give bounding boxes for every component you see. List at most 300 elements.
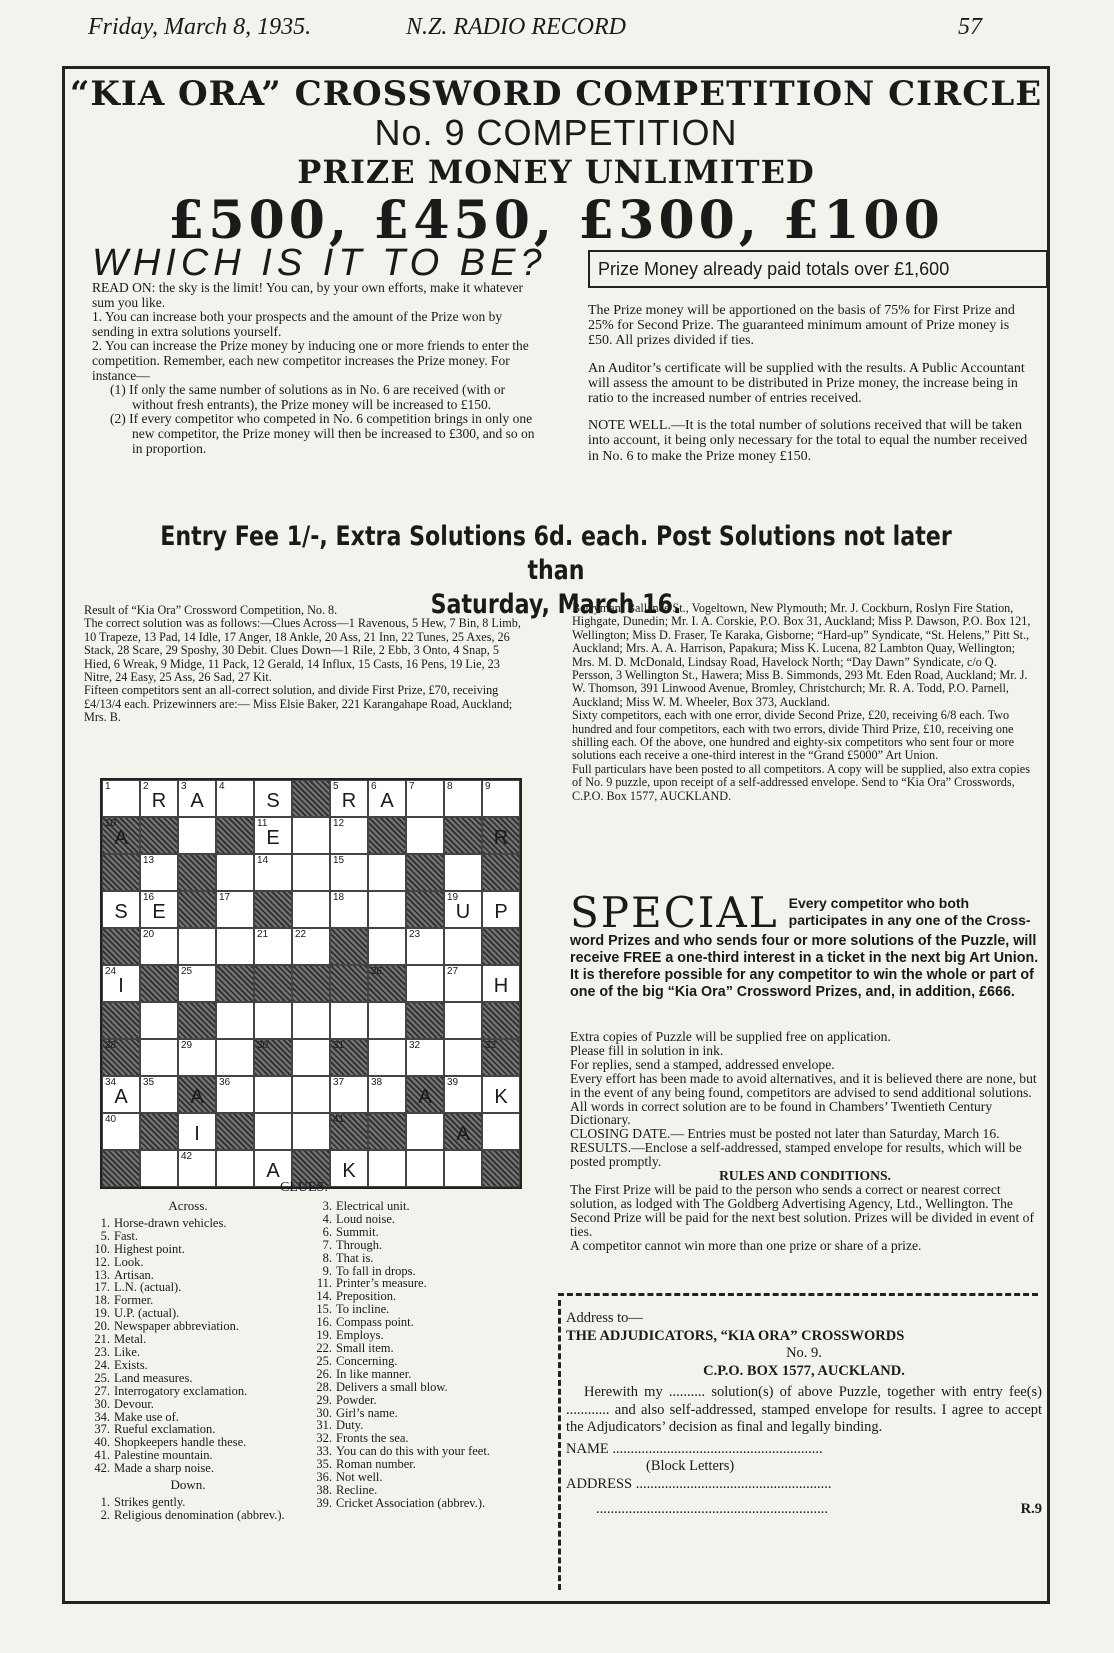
grid-cell[interactable] (330, 1150, 368, 1187)
rule-line: Please fill in solution in ink. (570, 1042, 724, 1058)
result-para: Result of “Kia Ora” Crossword Competition, No. 8. (84, 603, 338, 617)
name-field[interactable]: NAME .......................................................... (566, 1440, 823, 1457)
running-head (88, 14, 1038, 46)
cell-number: 35 (143, 1077, 155, 1088)
address-field-line[interactable]: ................................................................ (596, 1501, 828, 1517)
clue-item (88, 1243, 288, 1256)
clue-text: Printer’s measure. (336, 1276, 427, 1291)
coupon-address-to: Address to— (566, 1310, 643, 1326)
clue-text: L.N. (actual). (114, 1280, 182, 1295)
clue-number: 1. (100, 1494, 110, 1509)
clue-number: 4. (322, 1211, 332, 1226)
clue-number: 24. (94, 1357, 110, 1372)
grid-cell[interactable] (444, 1002, 482, 1039)
clue-item (88, 1359, 288, 1372)
cell-number: 23 (409, 929, 421, 940)
grid-block-cell (406, 854, 444, 891)
clue-number: 6. (322, 1224, 332, 1239)
special-heading: SPECIAL (570, 888, 779, 937)
clue-item (310, 1368, 546, 1381)
grid-cell[interactable] (482, 965, 520, 1002)
clue-item (310, 1497, 546, 1510)
rule-line: Every effort has been made to avoid alternatives, and it is believed there are none, but in the event of any being found, competitors are advised to send additional solutions. (570, 1070, 1037, 1100)
cell-letter: S (114, 901, 128, 923)
clue-item (88, 1385, 288, 1398)
grid-cell[interactable] (216, 1002, 254, 1039)
grid-cell[interactable] (406, 1113, 444, 1150)
clue-text: Look. (114, 1254, 144, 1269)
intro-para: (2) If every competitor who competed in No. 6 competition brings in only one new competitor, the Prize money will then be increased to £300, and so on in proportion. (110, 411, 535, 456)
grid-cell[interactable] (330, 1076, 368, 1113)
grid-block-cell (482, 1002, 520, 1039)
clue-text: That is. (336, 1250, 374, 1265)
clue-number: 8. (322, 1250, 332, 1265)
grid-block-cell (140, 965, 178, 1002)
grid-cell[interactable] (178, 780, 216, 817)
clue-text: Girl’s name. (336, 1405, 398, 1420)
cell-letter: A (380, 790, 394, 812)
clue-text: Devour. (114, 1396, 154, 1411)
clue-text: Cricket Association (abbrev.). (336, 1495, 486, 1510)
clue-item (310, 1394, 546, 1407)
cell-number: 33 (485, 1040, 497, 1051)
clue-text: Land measures. (114, 1370, 193, 1385)
cell-letter: R (341, 790, 357, 812)
clue-text: Small item. (336, 1340, 394, 1355)
cell-letter: A (190, 790, 204, 812)
grid-block-cell (292, 965, 330, 1002)
cell-number: 19 (447, 892, 459, 903)
clue-text: Religious denomination (abbrev.). (114, 1507, 285, 1522)
grid-cell[interactable] (368, 780, 406, 817)
grid-block-cell (482, 1039, 520, 1076)
clue-number: 41. (94, 1448, 110, 1463)
cell-number: 29 (181, 1040, 193, 1051)
grid-cell[interactable] (406, 1150, 444, 1187)
clue-number: 18. (94, 1293, 110, 1308)
clue-text: Fronts the sea. (336, 1431, 409, 1446)
cell-number: 32 (409, 1040, 421, 1051)
clue-text: Interrogatory exclamation. (114, 1383, 248, 1398)
grid-block-cell (482, 1150, 520, 1187)
clue-item (310, 1226, 546, 1239)
headline-competition: No. 9 COMPETITION (374, 112, 738, 153)
headline-circle: “KIA ORA” CROSSWORD COMPETITION CIRCLE (69, 74, 1043, 114)
intro-left (92, 281, 540, 456)
result-right (572, 602, 1038, 803)
clue-text: To incline. (336, 1302, 390, 1317)
cell-number: 1 (105, 781, 111, 792)
grid-cell[interactable] (292, 854, 330, 891)
rule-line: Extra copies of Puzzle will be supplied free on application. (570, 1029, 891, 1044)
clue-item (310, 1342, 546, 1355)
grid-cell[interactable] (254, 928, 292, 965)
intro-para: An Auditor’s certificate will be supplied with the results. A Public Accountant will assess the amount to be distributed in Prize money, the increase being in ratio to the increased number of entries received. (588, 360, 1025, 407)
clue-number: 23. (94, 1344, 110, 1359)
grid-cell[interactable] (178, 965, 216, 1002)
clue-text: Horse-drawn vehicles. (114, 1215, 227, 1230)
intro-para: (1) If only the same number of solutions as in No. 6 are received (with or without fresh entrants), the Prize money will be increased to £150. (110, 382, 506, 412)
grid-cell[interactable] (292, 928, 330, 965)
grid-cell[interactable] (216, 1076, 254, 1113)
clue-text: Loud noise. (336, 1211, 396, 1226)
prize-paid-text: Prize Money already paid totals over £1,600 (598, 259, 950, 279)
grid-cell[interactable] (140, 1002, 178, 1039)
cell-letter: U (455, 901, 471, 923)
grid-cell[interactable] (254, 854, 292, 891)
grid-cell[interactable] (330, 854, 368, 891)
grid-block-cell (178, 1076, 216, 1113)
grid-cell[interactable] (482, 891, 520, 928)
grid-cell[interactable] (330, 780, 368, 817)
grid-cell[interactable] (292, 891, 330, 928)
cell-number: 5 (333, 781, 339, 792)
grid-block-cell (368, 817, 406, 854)
clue-text: Like. (114, 1344, 141, 1359)
cell-number: 26 (371, 966, 383, 977)
grid-cell[interactable] (368, 854, 406, 891)
grid-cell[interactable] (406, 928, 444, 965)
clue-number: 2. (100, 1507, 110, 1522)
grid-cell[interactable] (406, 817, 444, 854)
cell-letter: E (266, 827, 280, 849)
grid-cell[interactable] (140, 891, 178, 928)
clue-number: 42. (94, 1461, 110, 1476)
entry-coupon (566, 1310, 1042, 1519)
clue-number: 35. (316, 1457, 332, 1472)
grid-cell[interactable] (102, 1076, 140, 1113)
clue-number: 40. (94, 1435, 110, 1450)
grid-cell[interactable] (254, 780, 292, 817)
cell-number: 38 (371, 1077, 383, 1088)
clue-number: 10. (94, 1241, 110, 1256)
clue-number: 1. (100, 1215, 110, 1230)
clue-item (88, 1462, 288, 1475)
intro-para: READ ON: the sky is the limit! You can, by your own efforts, make it whatever sum you like. (92, 280, 523, 310)
cell-number: 4 (219, 781, 225, 792)
cell-number: 14 (257, 855, 269, 866)
result-para: Berryman, Ballance St., Vogeltown, New Plymouth; Mr. J. Cockburn, Roslyn Fire Station, Highgate, Dunedin; Mr. I. A. Corskie, P.O. Box 31, Auckland; Miss P. Dawson, P.O. Box 121, Wellington; Miss D. Fraser, Te Karaka, Gisborne; “Hard-up” Syndicate, “St. Helens,” Pitt St., Auckland; Mrs. A. A. Harrison, Papakura; Miss K. Lucena, 82 Lambton Quay, Wellington; Mrs. M. D. McDonald, Lindsay Road, Havelock North; “Day Dawn” Syndicate, c/o Q. Persson, 3 Wellington St., Hawera; Miss B. Simmonds, 293 Mt. Eden Road, Auckland; Mr. J. W. Thomson, 391 Linwood Avenue, Bromley, Christchurch; Mr. R. A. Todd, P.O. Parnell, Auckland; Miss W. M. Wheeler, Box 373, Auckland. (572, 601, 1031, 709)
rule-line: RESULTS.—Enclose a self-addressed, stamped envelope for results, which will be posted promptly. (570, 1140, 1022, 1170)
clue-text: Employs. (336, 1328, 384, 1343)
clue-number: 28. (316, 1379, 332, 1394)
clue-item (88, 1256, 288, 1269)
clue-number: 15. (316, 1302, 332, 1317)
grid-cell[interactable] (102, 780, 140, 817)
grid-cell[interactable] (444, 780, 482, 817)
clue-number: 34. (94, 1409, 110, 1424)
cell-number: 31 (333, 1040, 345, 1051)
grid-cell[interactable] (102, 891, 140, 928)
grid-cell[interactable] (330, 1002, 368, 1039)
grid-cell[interactable] (254, 1113, 292, 1150)
clue-text: Highest point. (114, 1241, 185, 1256)
intro-para: The Prize money will be apportioned on the basis of 75% for First Prize and 25% for Second Prize. The guaranteed minimum amount of Prize money is £50. All prizes divided if ties. (588, 303, 1015, 349)
grid-cell[interactable] (178, 1113, 216, 1150)
clue-number: 21. (94, 1332, 110, 1347)
page-number: 57 (958, 14, 982, 40)
down-list-part2 (310, 1200, 546, 1510)
clue-number: 11. (316, 1276, 332, 1291)
clue-text: Shopkeepers handle these. (114, 1435, 247, 1450)
grid-cell[interactable] (178, 928, 216, 965)
grid-cell[interactable] (216, 854, 254, 891)
clue-number: 32. (316, 1431, 332, 1446)
clue-number: 33. (316, 1444, 332, 1459)
clue-item (88, 1398, 288, 1411)
cell-number: 41 (333, 1114, 345, 1125)
cell-letter: H (493, 975, 509, 997)
grid-cell[interactable] (292, 1113, 330, 1150)
cell-number: 36 (219, 1077, 231, 1088)
down-heading: Down. (170, 1477, 206, 1493)
entry-fee-date: Saturday, March 16. (430, 589, 682, 620)
grid-cell[interactable] (178, 1150, 216, 1187)
clue-text: Rueful exclamation. (114, 1422, 216, 1437)
result-para: Full particulars have been posted to all competitors. A copy will be supplied, also extra copies of No. 9 puzzle, upon receipt of a self-addressed envelope. Send to “Kia Ora” Crosswords, C.P.O. Box 1577, AUCKLAND. (572, 761, 1030, 803)
grid-block-cell (216, 965, 254, 1002)
clue-text: Fast. (114, 1228, 138, 1243)
grid-cell[interactable] (102, 1113, 140, 1150)
grid-cell[interactable] (216, 928, 254, 965)
grid-cell[interactable] (140, 1039, 178, 1076)
cell-letter: R (151, 790, 167, 812)
cell-letter: A (190, 1086, 204, 1108)
grid-cell[interactable] (102, 965, 140, 1002)
grid-cell[interactable] (292, 1039, 330, 1076)
grid-block-cell (292, 780, 330, 817)
across-heading: Across. (168, 1198, 208, 1213)
cell-letter: K (494, 1086, 508, 1108)
headline-prize-money: PRIZE MONEY UNLIMITED (297, 153, 815, 191)
cell-letter: S (266, 790, 280, 812)
result-left (84, 604, 526, 725)
grid-block-cell (140, 817, 178, 854)
grid-cell[interactable] (292, 817, 330, 854)
grid-cell[interactable] (254, 1002, 292, 1039)
clue-number: 25. (316, 1353, 332, 1368)
cell-number: 39 (447, 1077, 459, 1088)
clue-text: Newspaper abbreviation. (114, 1319, 239, 1334)
grid-cell[interactable] (292, 1002, 330, 1039)
cell-letter: I (118, 975, 124, 997)
grid-block-cell (444, 1113, 482, 1150)
grid-block-cell (254, 1039, 292, 1076)
result-para: The correct solution was as follows:—Clues Across—1 Ravenous, 5 Hew, 7 Bin, 8 Limb, 10 Trapeze, 13 Pad, 14 Idle, 17 Anger, 18 Ankle, 20 Ass, 21 Inn, 22 Tunes, 25 Axes, 26 Stack, 28 Scare, 29 Sposhy, 30 Debit. Clues Down—1 Rile, 2 Ebb, 3 Onto, 4 Snap, 5 Hied, 6 Wreak, 9 Midge, 11 Pack, 12 Gerald, 14 Influx, 15 Casts, 16 Pens, 19 Lie, 23 Nitre, 24 Easy, 25 Ass, 26 Sad, 27 Kit. (84, 616, 521, 685)
cell-number: 8 (447, 781, 453, 792)
clue-item (310, 1252, 546, 1265)
grid-cell[interactable] (368, 1076, 406, 1113)
cell-letter: P (494, 901, 508, 923)
grid-cell[interactable] (444, 1150, 482, 1187)
cell-number: 7 (409, 781, 415, 792)
grid-block-cell (178, 1002, 216, 1039)
clue-text: Not well. (336, 1470, 383, 1485)
grid-cell[interactable] (254, 1076, 292, 1113)
cell-number: 13 (143, 855, 155, 866)
grid-cell[interactable] (444, 928, 482, 965)
clue-text: Through. (336, 1237, 383, 1252)
grid-cell[interactable] (482, 1076, 520, 1113)
grid-cell[interactable] (368, 1039, 406, 1076)
grid-cell[interactable] (368, 928, 406, 965)
clue-text: To fall in drops. (336, 1263, 416, 1278)
rule-line: The First Prize will be paid to the person who sends a correct or nearest correct solution, as lodged with The Goldberg Advertising Agency, Ltd., Wellington. The Second Prize will be paid for the next best solution. Prizes will be divided in event of ties. (570, 1181, 1034, 1239)
grid-cell[interactable] (140, 854, 178, 891)
intro-right (588, 303, 1034, 464)
grid-cell[interactable] (178, 1039, 216, 1076)
clue-number: 19. (316, 1328, 332, 1343)
grid-cell[interactable] (216, 891, 254, 928)
special-lead: Every competitor who both participates in any one of the Cross- (788, 895, 1031, 928)
rule-line: All words in correct solution are to be found in Chambers’ Twentieth Century Dictionary. (570, 1098, 993, 1128)
grid-cell[interactable] (444, 965, 482, 1002)
clue-number: 36. (316, 1470, 332, 1485)
grid-block-cell (330, 1113, 368, 1150)
grid-block-cell (102, 1150, 140, 1187)
rules-heading: RULES AND CONDITIONS. (719, 1168, 891, 1184)
grid-cell[interactable] (444, 1039, 482, 1076)
grid-block-cell (406, 1002, 444, 1039)
cell-number: 2 (143, 781, 149, 792)
special-block (570, 888, 1040, 1001)
cell-number: 42 (181, 1151, 193, 1162)
clue-number: 5. (100, 1228, 110, 1243)
grid-cell[interactable] (406, 780, 444, 817)
grid-block-cell (178, 854, 216, 891)
clue-item (88, 1509, 288, 1522)
special-body: word Prizes and who sends four or more solutions of the Puzzle, will receive FREE a one-third interest in a ticket in the next big Art Union. It is therefore possible for any competitor to win the whole or part of one of the big “Kia Ora” Crossword Prizes, and, in addition, £666. (570, 933, 1039, 1000)
grid-block-cell (102, 1002, 140, 1039)
grid-cell[interactable] (368, 891, 406, 928)
clue-number: 27. (94, 1383, 110, 1398)
cell-number: 40 (105, 1114, 117, 1125)
grid-cell[interactable] (216, 780, 254, 817)
grid-cell[interactable] (406, 965, 444, 1002)
grid-cell[interactable] (482, 780, 520, 817)
cell-number: 21 (257, 929, 269, 940)
intro-para: 2. You can increase the Prize money by inducing one or more friends to enter the competition. Remember, each new competitor increases the Prize money. For instance— (92, 338, 529, 383)
clue-number: 30. (94, 1396, 110, 1411)
clue-number: 17. (94, 1280, 110, 1295)
grid-block-cell (178, 891, 216, 928)
clue-text: Recline. (336, 1482, 378, 1497)
grid-cell[interactable] (444, 854, 482, 891)
clue-number: 38. (316, 1482, 332, 1497)
prize-paid-box (588, 250, 1048, 288)
clue-text: Former. (114, 1293, 154, 1308)
grid-block-cell (330, 965, 368, 1002)
clue-number: 30. (316, 1405, 332, 1420)
grid-block-cell (330, 1039, 368, 1076)
crossword-grid (100, 778, 522, 1189)
grid-cell[interactable] (140, 1150, 178, 1187)
clue-item (88, 1217, 288, 1230)
clue-text: Electrical unit. (336, 1199, 410, 1213)
clue-number: 26. (316, 1366, 332, 1381)
cell-letter: A (266, 1160, 280, 1182)
clue-number: 20. (94, 1319, 110, 1334)
grid-cell[interactable] (330, 817, 368, 854)
grid-block-cell (102, 854, 140, 891)
entry-fee-line: Entry Fee 1/-, Extra Solutions 6d. each. Post Solutions not later than (160, 521, 952, 586)
clue-item (310, 1239, 546, 1252)
grid-cell[interactable] (444, 891, 482, 928)
clue-text: Palestine mountain. (114, 1448, 213, 1463)
clue-text: You can do this with your feet. (336, 1444, 490, 1459)
clue-text: Delivers a small blow. (336, 1379, 448, 1394)
cell-number: 27 (447, 966, 459, 977)
grid-cell[interactable] (406, 1039, 444, 1076)
cell-number: 20 (143, 929, 155, 940)
grid-cell[interactable] (444, 1076, 482, 1113)
grid-block-cell (102, 928, 140, 965)
cell-letter: A (114, 827, 128, 849)
clue-text: Artisan. (114, 1267, 154, 1282)
grid-block-cell (216, 817, 254, 854)
cell-number: 22 (295, 929, 307, 940)
clue-text: Roman number. (336, 1457, 416, 1472)
grid-block-cell (254, 891, 292, 928)
grid-cell[interactable] (216, 1150, 254, 1187)
grid-cell[interactable] (482, 1113, 520, 1150)
rule-line: For replies, send a stamped, addressed envelope. (570, 1056, 835, 1072)
grid-block-cell (482, 817, 520, 854)
grid-cell[interactable] (292, 1076, 330, 1113)
cell-number: 34 (105, 1077, 117, 1088)
grid-cell[interactable] (216, 1039, 254, 1076)
clue-text: In like manner. (336, 1366, 412, 1381)
clues-title: CLUES. (280, 1180, 328, 1195)
clue-number: 13. (94, 1267, 110, 1282)
clue-number: 22. (316, 1340, 332, 1355)
rule-line: CLOSING DATE.— Entries must be posted not later than Saturday, March 16. (570, 1126, 1000, 1142)
cell-number: 18 (333, 892, 345, 903)
clue-text: Made a sharp noise. (114, 1461, 214, 1476)
grid-cell[interactable] (368, 1150, 406, 1187)
down-list-part1 (88, 1496, 288, 1522)
grid-cell[interactable] (140, 928, 178, 965)
cell-letter: R (493, 827, 509, 849)
grid-cell[interactable] (368, 1002, 406, 1039)
grid-cell[interactable] (140, 780, 178, 817)
clue-number: 31. (316, 1418, 332, 1433)
rules-list (570, 1030, 1040, 1253)
grid-cell[interactable] (140, 1076, 178, 1113)
grid-cell[interactable] (178, 817, 216, 854)
intro-para: 1. You can increase both your prospects and the amount of the Prize won by sending in extra solutions yourself. (92, 309, 503, 339)
clue-number: 7. (322, 1237, 332, 1252)
clue-item (310, 1484, 546, 1497)
cell-number: 12 (333, 818, 345, 829)
grid-block-cell (254, 965, 292, 1002)
grid-block-cell (330, 928, 368, 965)
clue-item (310, 1200, 546, 1213)
cell-number: 25 (181, 966, 193, 977)
clue-number: 25. (94, 1370, 110, 1385)
publication-name: N.Z. RADIO RECORD (406, 14, 626, 40)
coupon-border-top (558, 1293, 1038, 1296)
address-field[interactable]: ADDRESS ...................................................... (566, 1475, 832, 1492)
grid-block-cell (102, 1039, 140, 1076)
grid-cell[interactable] (254, 817, 292, 854)
grid-block-cell (102, 817, 140, 854)
grid-block-cell (368, 1113, 406, 1150)
cell-number: 17 (219, 892, 231, 903)
block-letters-note: (Block Letters) (646, 1458, 735, 1474)
clue-number: 29. (316, 1392, 332, 1407)
grid-cell[interactable] (330, 891, 368, 928)
